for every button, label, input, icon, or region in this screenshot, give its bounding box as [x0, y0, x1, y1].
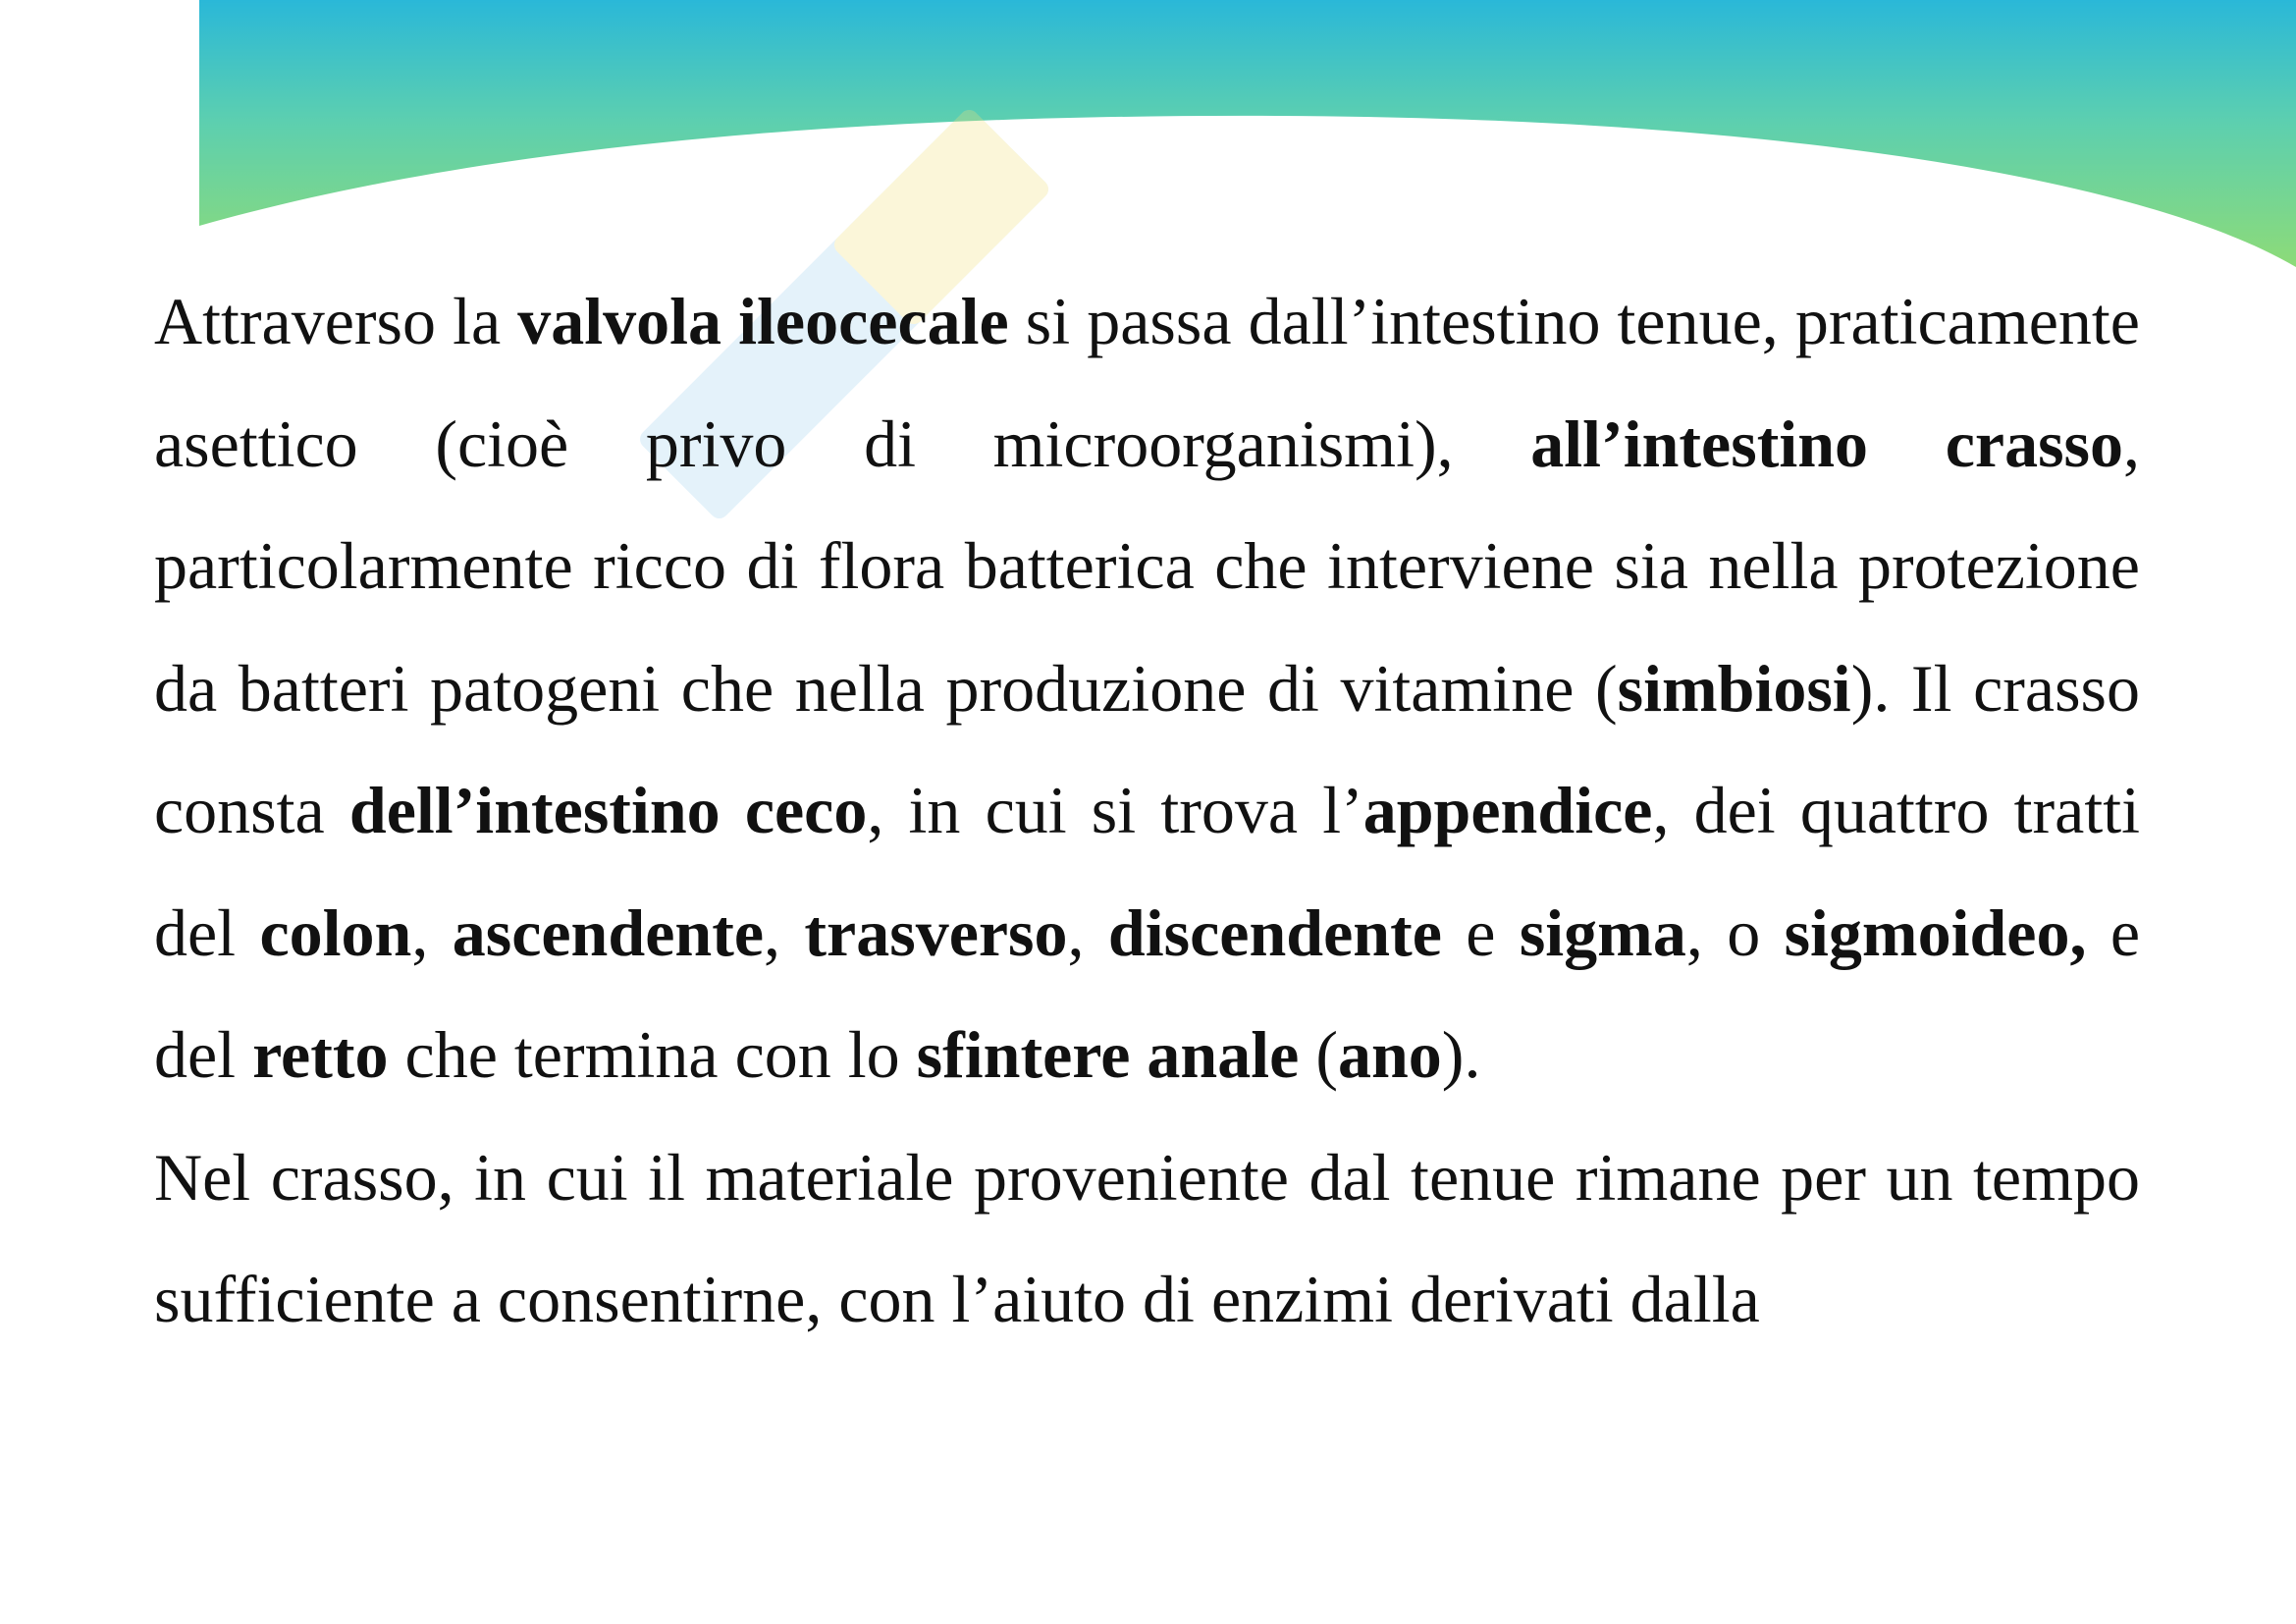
text-run: ).: [1441, 1017, 1481, 1092]
text-run: , dei quattro tratti del: [154, 773, 2140, 970]
text-run: Attraverso la: [154, 284, 518, 358]
term-intestino-ceco: dell’intestino ceco: [348, 773, 868, 847]
term-simbiosi: simbiosi: [1617, 650, 1851, 726]
term-appendice: appendice: [1362, 773, 1653, 847]
text-run: ,: [1067, 894, 1108, 970]
text-run: che termina con lo: [388, 1017, 917, 1092]
term-ano: ano: [1337, 1017, 1442, 1092]
paragraph-crasso-process: Nel crasso, in cui il materiale proveniente dal tenue rimane per un tempo sufficiente a consentirne, con l’aiuto di enzimi derivati dalla: [154, 1139, 2140, 1336]
term-retto: retto: [252, 1017, 389, 1092]
term-intestino-crasso: all’intestino crasso: [1530, 406, 2123, 481]
term-valvola-ileocecale: valvola ileocecale: [517, 284, 1009, 358]
text-run: e: [1441, 894, 1520, 970]
term-sfintere-anale: sfintere anale: [916, 1017, 1300, 1092]
paragraph-colon-anatomy: [154, 260, 2140, 1116]
term-sigma: sigma: [1519, 894, 1686, 970]
text-run: si passa dall’intestino tenue, praticamente asettico (cioè privo di microorganismi),: [154, 284, 2140, 481]
text-run: e del: [154, 894, 2141, 1092]
slide-body-text: [154, 260, 2140, 1361]
term-colon: colon: [259, 894, 412, 970]
text-run: , in cui si trova l’: [867, 773, 1363, 847]
term-trasverso: trasverso: [804, 894, 1068, 970]
text-run: ,: [764, 894, 805, 970]
term-ascendente: ascendente: [452, 894, 765, 970]
term-discendente: discendente: [1107, 894, 1442, 970]
text-run: , particolarmente ricco di flora batterica che interviene sia nella protezione da batteri patogeni che nella produzione di vitamine (: [154, 406, 2140, 726]
text-run: (: [1299, 1017, 1338, 1092]
term-sigmoideo: sigmoideo,: [1784, 894, 2087, 970]
header-banner: [0, 0, 2296, 275]
text-run: , o: [1685, 894, 1785, 970]
text-run: ,: [411, 894, 453, 970]
text-run: ). Il crasso consta: [154, 650, 2140, 847]
